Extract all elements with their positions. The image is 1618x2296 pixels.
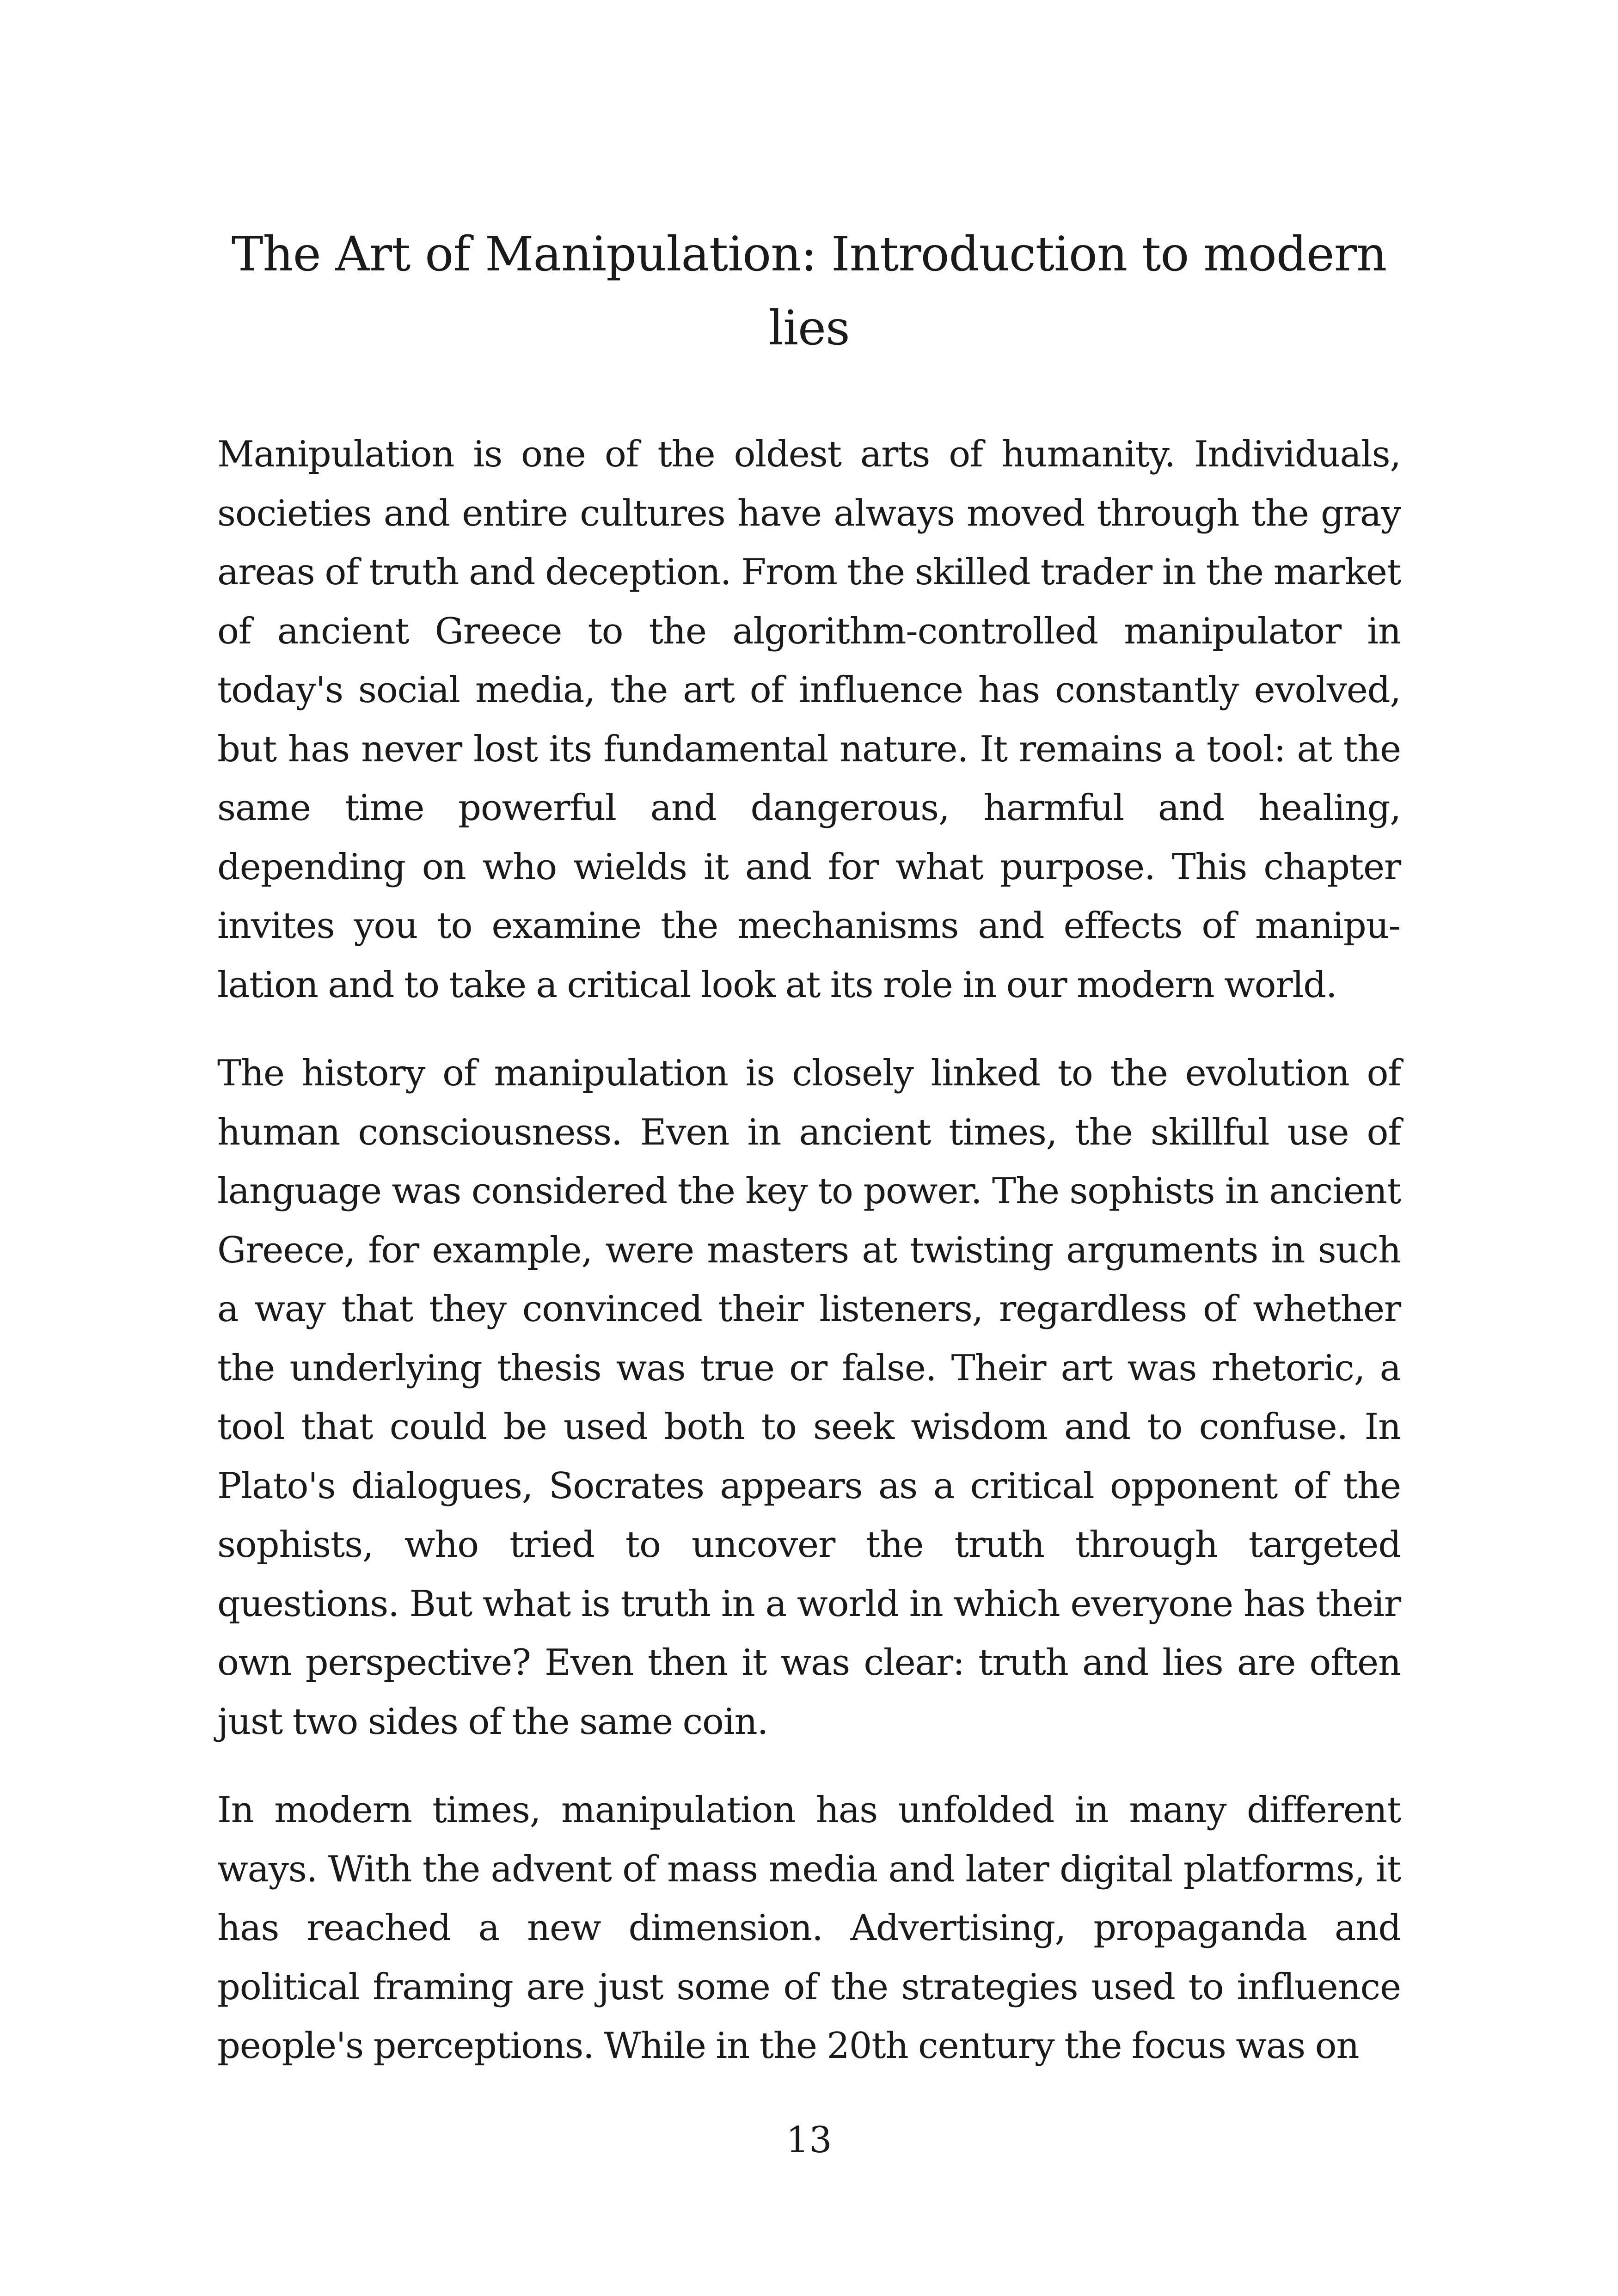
chapter-title — [217, 217, 1401, 365]
paragraph-1: Manipulation is one of the oldest arts of humanity. Individuals, societies and entire cultures have always moved through the gray areas of truth and deception. From the skilled trader in the market of ancient Greece to the algorithm-controlled manipulator in today's social media, the art of influence has constantly evolved, but has never lost its fundamental nature. It remains a tool: at the same time powerful and dangerous, harmful and healing, depending on who wields it and for what purpose. This chapter invites you to examine the mechanisms and effects of manipulation and to take a critical look at its role in our modern world. — [217, 434, 1401, 1006]
chapter-title-line-2: lies — [768, 300, 850, 356]
body-text — [217, 425, 1401, 2106]
page-number: 13 — [786, 2119, 832, 2161]
paragraph-3: In modern times, manipulation has unfolded in many different ways. With the advent of mass media and later digital platforms, it has reached a new dimension. Advertising, propaganda and political framing are just some of the strategies used to influence people's perceptions. While in the 20th century the focus was on — [217, 1789, 1401, 2067]
chapter-title-line-1: The Art of Manipulation: Introduction to modern — [231, 227, 1387, 282]
paragraph-2: The history of manipulation is closely linked to the evolution of human consciousness. Even in ancient times, the skillful use of language was considered the key to power. The sophists in ancient Greece, for example, were masters at twisting arguments in such a way that they convinced their listeners, regardless of whether the underlying thesis was true or false. Their art was rhetoric, a tool that could be used both to seek wisdom and to confuse. In Plato's dialogues, Socrates appears as a critical opponent of the sophists, who tried to uncover the truth through targeted questions. But what is truth in a world in which everyone has their own perspective? Even then it was clear: truth and lies are often just two sides of the same coin. — [217, 1053, 1401, 1743]
book-page — [217, 0, 1401, 2296]
